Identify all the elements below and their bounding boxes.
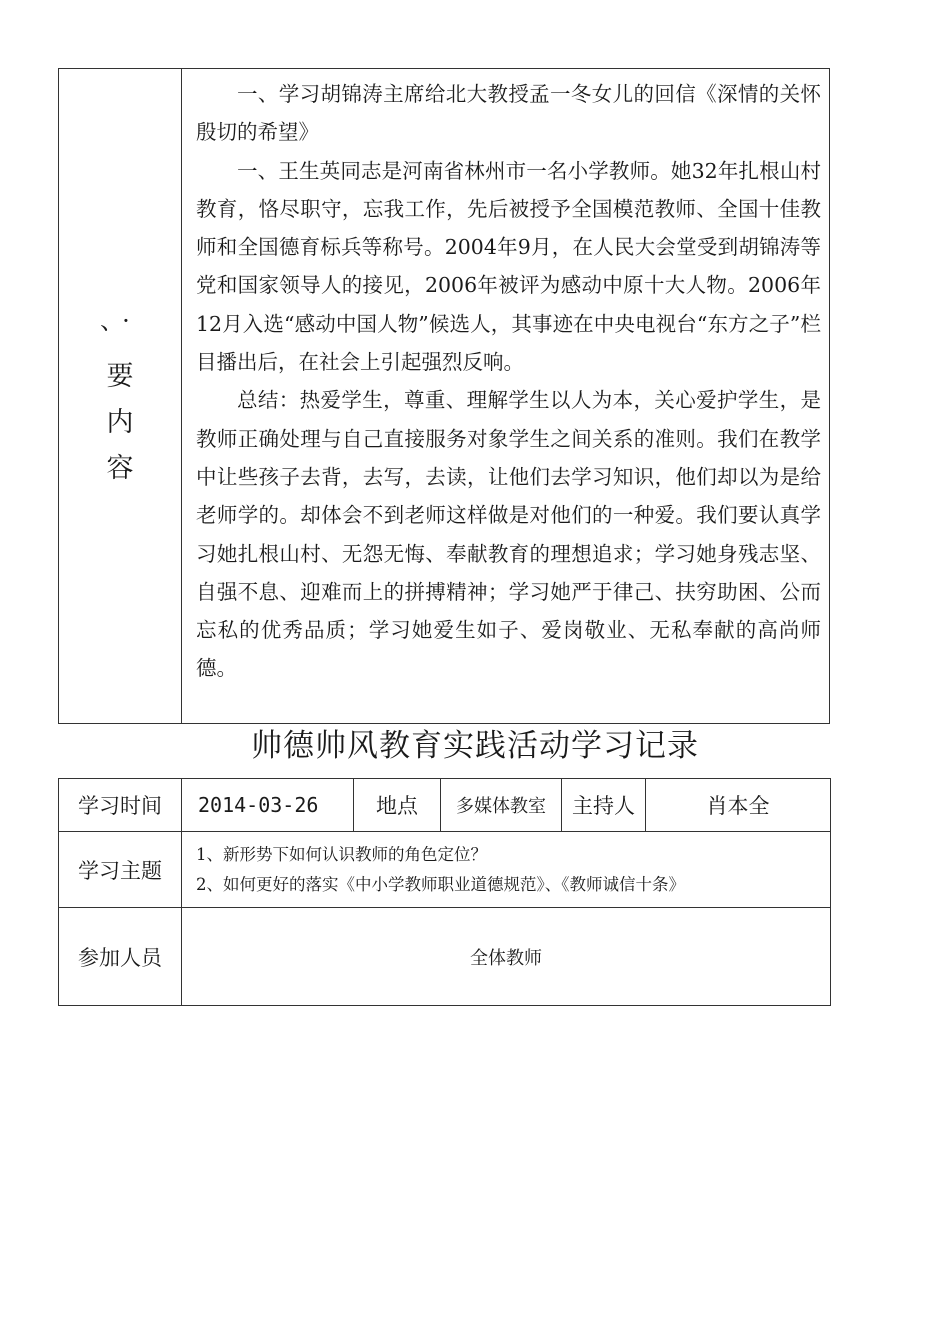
side-label-char: 要 [106,360,134,392]
time-label: 学习时间 [59,779,182,832]
time-value: 2014-03-26 [182,779,354,832]
content-paragraph: 一、学习胡锦涛主席给北大教授孟一冬女儿的回信《深情的关怀殷切的希望》 [196,82,821,145]
topic-list [182,832,831,908]
table-row [59,832,831,908]
record-title: 帅德帅风教育实践活动学习记录 [251,728,699,764]
location-label: 地点 [354,779,441,832]
location-value: 多媒体教室 [441,779,562,832]
table-row [59,908,831,1006]
topic-item: 1、新形势下如何认识教师的角色定位？ [196,844,487,864]
record-table [58,778,831,1006]
content-table [58,68,830,724]
content-side-label [59,69,182,723]
side-label-char: 内 [106,406,134,438]
host-label: 主持人 [562,779,646,832]
content-paragraph: 总结：热爱学生，尊重、理解学生以人为本，关心爱护学生，是教师正确处理与自己直接服务对象学生之间关系的准则。我们在教学中让些孩子去背，去写，去读，让他们去学习知识，他们却以为是给老师学的。却体会不到老师这样做是对他们的一种爱。我们要认真学习她扎根山村、无怨无悔、奉献教育的理想追求；学习她身残志坚、自强不息、迎难而上的拼搏精神；学习她严于律己、扶穷助困、公而忘私的优秀品质；学习她爱生如子、爱岗敬业、无私奉献的高尚师德。 [196,388,821,681]
side-label-marks: 、· [100,306,140,335]
table-row [59,779,831,832]
content-paragraph: 一、王生英同志是河南省林州市一名小学教师。她32年扎根山村教育，恪尽职守，忘我工作，先后被授予全国模范教师、全国十佳教师和全国德育标兵等称号。2004年9月，在人民大会堂受到胡锦涛等党和国家领导人的接见，2006年被评为感动中原十大人物。2006年12月入选“感动中国人物”候选人，其事迹在中央电视台“东方之子”栏目播出后，在社会上引起强烈反响。 [196,158,821,375]
participants-label: 参加人员 [59,908,182,1006]
topic-item: 2、如何更好的落实《中小学教师职业道德规范》、《教师诚信十条》 [196,874,685,894]
side-label-char: 容 [106,452,134,484]
host-value: 肖本全 [646,779,831,832]
participants-value: 全体教师 [182,908,831,1006]
topic-label: 学习主题 [59,832,182,908]
content-body [182,69,829,723]
